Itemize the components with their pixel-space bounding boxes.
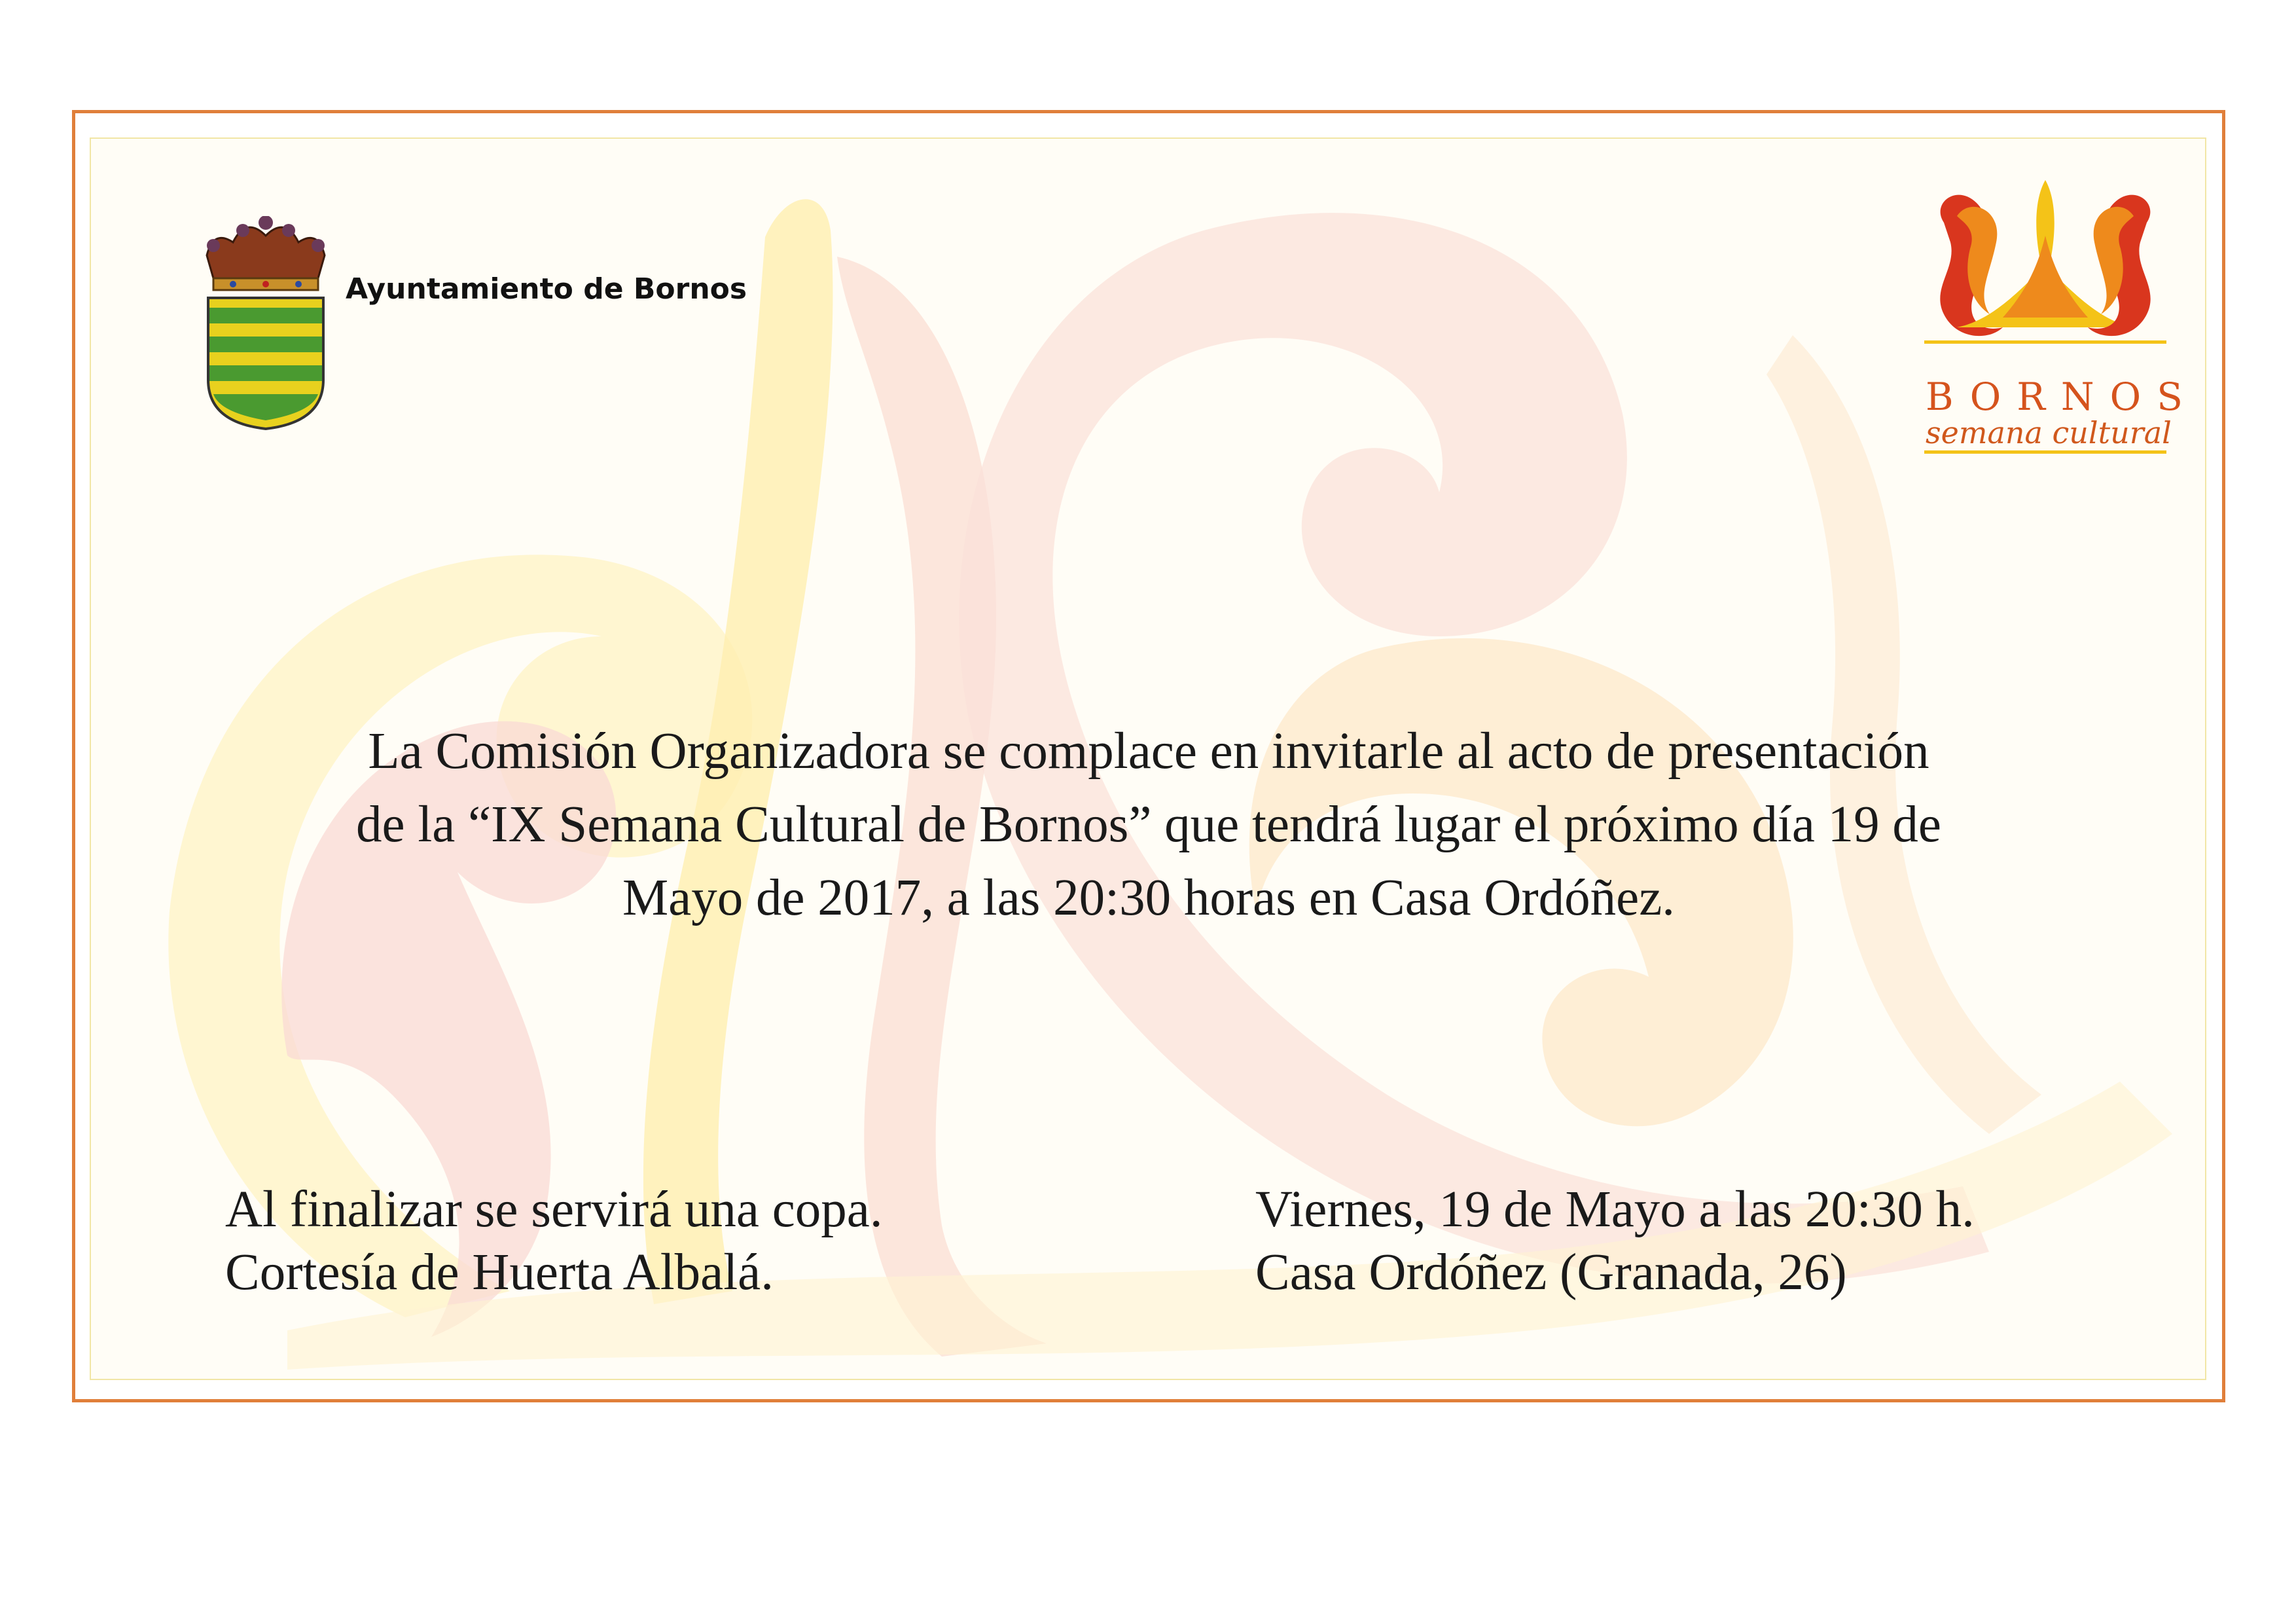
footer-event-details: [1255, 1178, 1975, 1304]
footer-reception-info: [225, 1178, 883, 1304]
invitation-text: [164, 715, 2134, 935]
event-venue: Casa Ordóñez (Granada, 26): [1255, 1244, 1847, 1301]
sponsor-note: Cortesía de Huerta Albalá.: [225, 1244, 774, 1301]
reception-note: Al finalizar se servirá una copa.: [225, 1181, 883, 1238]
festival-logo-subtitle: semana cultural: [1926, 415, 2172, 450]
crown-icon: [207, 216, 325, 290]
coat-of-arms-icon: [194, 216, 338, 432]
invitation-line-2: de la “IX Semana Cultural de Bornos” que tendrá lugar el próximo día 19 de: [356, 796, 1941, 853]
festival-logo-town: BORNOS: [1926, 374, 2198, 419]
invitation-line-1: La Comisión Organizadora se complace en invitarle al acto de presentación: [368, 723, 1929, 780]
invitation-line-3: Mayo de 2017, a las 20:30 horas en Casa Ordóñez.: [622, 869, 1676, 926]
council-name: Ayuntamiento de Bornos: [346, 272, 747, 306]
event-date-time: Viernes, 19 de Mayo a las 20:30 h.: [1255, 1181, 1975, 1238]
